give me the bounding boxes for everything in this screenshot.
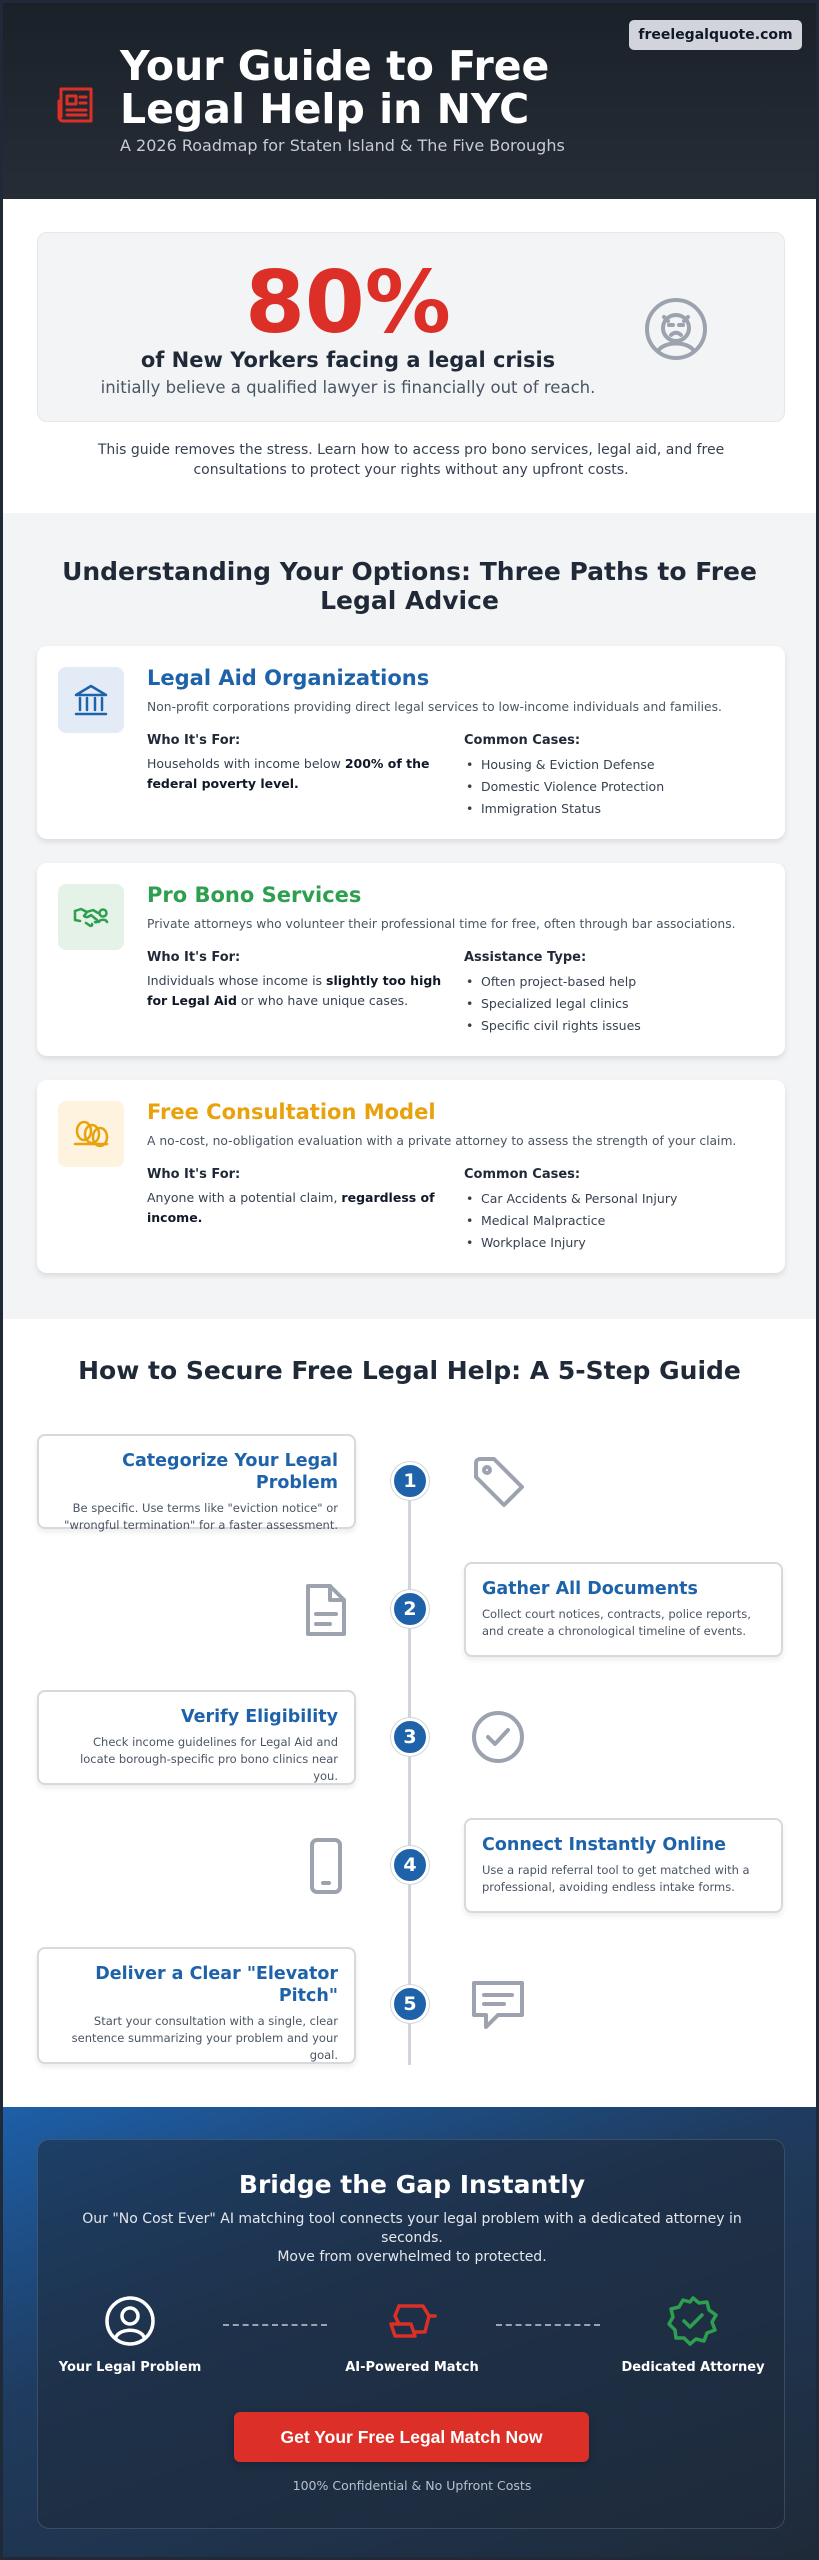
option-title: Pro Bono Services [147, 883, 362, 907]
option-title: Free Consultation Model [147, 1100, 436, 1124]
step-desc: Check income guidelines for Legal Aid and locate borough-specific pro bono clinics near you. [80, 1735, 338, 1783]
chat-bubble-icon [468, 1975, 528, 2035]
flow-step-match [322, 2294, 502, 2375]
cta-title: Bridge the Gap Instantly [238, 2170, 586, 2199]
list-item: • Specific civil rights issues [464, 1015, 641, 1037]
stat-main-text: of New Yorkers facing a legal crisis [140, 348, 556, 372]
stat-sub-text: initially believe a qualified lawyer is financially out of reach. [100, 378, 596, 397]
step-title: Categorize Your Legal Problem [122, 1451, 338, 1493]
page-title: Your Guide to Free Legal Help in NYC [120, 42, 550, 133]
list-item: • Domestic Violence Protection [464, 776, 664, 798]
options-section [3, 513, 816, 1319]
cta-section [3, 2107, 816, 2560]
coins-icon [72, 1115, 110, 1153]
step-number-1: 1 [391, 1462, 429, 1500]
step-card-4 [464, 1818, 783, 1913]
step-title: Connect Instantly Online [482, 1835, 727, 1855]
option-list [464, 971, 641, 1037]
option-list [464, 754, 664, 820]
option-who-heading: Who It's For: [147, 950, 241, 965]
handshake-icon [72, 898, 110, 936]
list-item: • Medical Malpractice [464, 1210, 677, 1232]
tag-icon [468, 1451, 528, 1511]
steps-title: How to Secure Free Legal Help: A 5-Step Guide [78, 1356, 741, 1385]
step-number-2: 2 [391, 1590, 429, 1628]
option-desc: Private attorneys who volunteer their professional time for free, often through bar associations. [147, 917, 736, 931]
intro-text: This guide removes the stress. Learn how to access pro bono services, legal aid, and free consultations to protect your rights without any upfront costs. [97, 442, 725, 478]
stat-card [37, 232, 785, 422]
option-desc: A no-cost, no-obligation evaluation with a private attorney to assess the strength of your claim. [147, 1134, 737, 1148]
timeline-line [408, 1475, 411, 2065]
option-list-heading: Assistance Type: [464, 950, 587, 965]
step-desc: Use a rapid referral tool to get matched with a professional, avoiding endless intake forms. [482, 1863, 750, 1894]
flow-connector [496, 2324, 600, 2326]
flow-label: Dedicated Attorney [621, 2360, 765, 2375]
option-who-heading: Who It's For: [147, 733, 241, 748]
check-circle-icon [468, 1707, 528, 1767]
list-item: • Often project-based help [464, 971, 641, 993]
option-card-free-consultation [37, 1080, 785, 1273]
option-who-heading: Who It's For: [147, 1167, 241, 1182]
page-subtitle: A 2026 Roadmap for Staten Island & The Five Boroughs [120, 136, 565, 155]
list-item: • Workplace Injury [464, 1232, 677, 1254]
list-item: • Specialized legal clinics [464, 993, 641, 1015]
step-title: Verify Eligibility [181, 1707, 338, 1727]
document-icon [296, 1580, 356, 1640]
cta-card [37, 2139, 785, 2529]
option-icon-wrap [58, 1101, 124, 1167]
step-title: Gather All Documents [482, 1579, 698, 1599]
courthouse-icon [72, 681, 110, 719]
list-item: • Immigration Status [464, 798, 664, 820]
flow-label: Your Legal Problem [58, 2360, 202, 2375]
list-item: • Housing & Eviction Defense [464, 754, 664, 776]
step-title: Deliver a Clear "Elevator Pitch" [95, 1964, 338, 2006]
option-desc: Non-profit corporations providing direct legal services to low-income individuals and families. [147, 700, 722, 714]
flow-connector [223, 2324, 327, 2326]
option-card-legal-aid [37, 646, 785, 839]
flow-label: AI-Powered Match [345, 2360, 479, 2375]
cta-note: 100% Confidential & No Upfront Costs [292, 2478, 532, 2493]
flow-step-attorney [603, 2294, 783, 2375]
option-list-heading: Common Cases: [464, 1167, 581, 1182]
domain-badge[interactable]: freelegalquote.com [629, 20, 802, 50]
cta-text: Our "No Cost Ever" AI matching tool connects your legal problem with a dedicated attorney in seconds. Move from overwhelmed to protected. [82, 2211, 742, 2265]
option-list-heading: Common Cases: [464, 733, 581, 748]
step-card-5 [37, 1947, 356, 2064]
news-icon [51, 81, 99, 129]
mobile-phone-icon [296, 1836, 356, 1896]
option-title: Legal Aid Organizations [147, 666, 430, 690]
step-number-4: 4 [391, 1846, 429, 1884]
option-who-text: Households with income below 200% of the federal poverty level. [147, 756, 430, 791]
list-item: • Car Accidents & Personal Injury [464, 1188, 677, 1210]
flow-step-problem [40, 2294, 220, 2375]
option-who-text: Anyone with a potential claim, regardless of income. [147, 1190, 435, 1225]
step-desc: Collect court notices, contracts, police reports, and create a chronological timeline of events. [482, 1607, 751, 1638]
verified-badge-icon [666, 2294, 720, 2348]
option-icon-wrap [58, 667, 124, 733]
options-title: Understanding Your Options: Three Paths to Free Legal Advice [62, 557, 757, 615]
step-card-3 [37, 1690, 356, 1785]
step-card-1 [37, 1434, 356, 1532]
user-circle-icon [103, 2294, 157, 2348]
option-icon-wrap [58, 884, 124, 950]
step-desc: Be specific. Use terms like "eviction notice" or "wrongful termination" for a faster assessment. [64, 1501, 338, 1532]
option-who-text: Individuals whose income is slightly too high for Legal Aid or who have unique cases. [147, 973, 442, 1008]
get-free-match-button[interactable]: Get Your Free Legal Match Now [234, 2412, 589, 2462]
stat-number: 80% [245, 253, 451, 353]
ai-match-icon [385, 2294, 439, 2348]
step-number-3: 3 [391, 1718, 429, 1756]
step-desc: Start your consultation with a single, clear sentence summarizing your problem and your goal. [71, 2014, 338, 2062]
distressed-person-icon [642, 295, 710, 363]
step-number-5: 5 [391, 1985, 429, 2023]
step-card-2 [464, 1562, 783, 1657]
header [3, 3, 816, 199]
option-list [464, 1188, 677, 1254]
option-card-pro-bono [37, 863, 785, 1056]
